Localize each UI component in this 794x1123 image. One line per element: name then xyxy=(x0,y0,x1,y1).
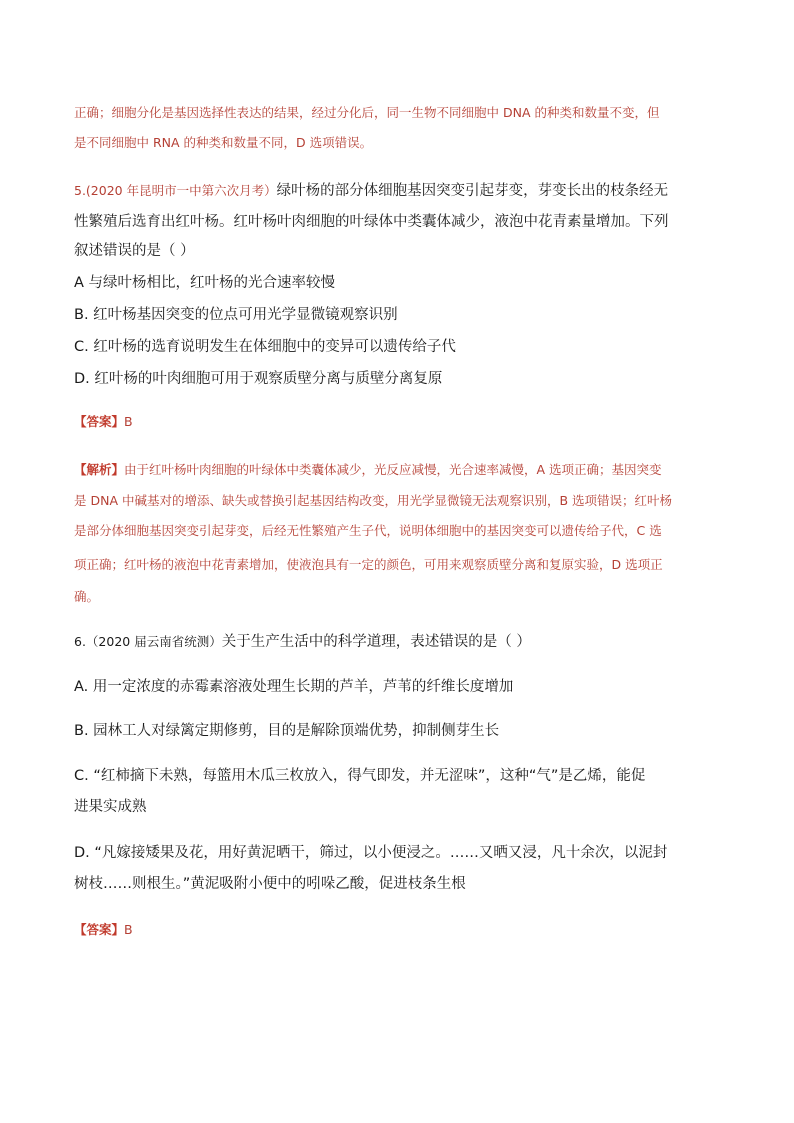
q5-stem-line-1 xyxy=(74,181,724,201)
q6-answer-value: B xyxy=(124,922,133,937)
q5-analysis-line-1 xyxy=(74,460,724,480)
q6-option-c-line-1: C. “红柿摘下未熟，每篮用木瓜三枚放入，得气即发，并无涩味”，这种“气”是乙烯，能促 xyxy=(74,768,646,784)
q5-analysis-1: 由于红叶杨叶肉细胞的叶绿体中类囊体减少，光反应减慢，光合速率减慢，A 选项正确；基因突变 xyxy=(124,462,662,477)
q5-option-a: A 与绿叶杨相比，红叶杨的光合速率较慢 xyxy=(74,275,336,291)
q5-option-b: B. 红叶杨基因突变的位点可用光学显微镜观察识别 xyxy=(74,307,398,323)
q6-option-c-line-2: 进果实成熟 xyxy=(74,799,147,815)
q5-answer-label: 【答案】 xyxy=(74,414,125,429)
q5-stem-line-2: 性繁殖后选育出红叶杨。红叶杨叶肉细胞的叶绿体中类囊体减少，液泡中花青素量增加。下列 xyxy=(74,214,669,230)
q5-stem-1: 绿叶杨的部分体细胞基因突变引起芽变，芽变长出的枝条经无 xyxy=(276,183,669,199)
q5-analysis-line-5: 确。 xyxy=(74,589,100,604)
q6-source: 6.（2020 届云南省统测） xyxy=(74,634,222,649)
q5-answer-value: B xyxy=(124,414,133,429)
q6-stem: 关于生产生活中的科学道理，表述错误的是（ ） xyxy=(221,634,531,650)
q6-option-b: B. 园林工人对绿篱定期修剪，目的是解除顶端优势，抑制侧芽生长 xyxy=(74,723,500,739)
q5-analysis-line-4: 项正确；红叶杨的液泡中花青素增加，使液泡具有一定的颜色，可用来观察质壁分离和复原实验，D 选项正 xyxy=(74,557,663,572)
analysis-continuation-line-2: 是不同细胞中 RNA 的种类和数量不同，D 选项错误。 xyxy=(74,135,373,150)
q6-answer-label: 【答案】 xyxy=(74,922,125,937)
q6-option-d-line-1: D. “凡嫁接矮果及花，用好黄泥晒干，筛过，以小便浸之。……又晒又浸，凡十余次，以泥封 xyxy=(74,845,668,861)
q6-option-d-line-2: 树枝……则根生。”黄泥吸附小便中的吲哚乙酸，促进枝条生根 xyxy=(74,876,466,892)
q5-analysis-label: 【解析】 xyxy=(74,462,125,477)
q6-answer xyxy=(74,920,724,940)
q5-source: 5.(2020 年昆明市一中第六次月考） xyxy=(74,183,277,198)
q5-option-c: C. 红叶杨的选育说明发生在体细胞中的变异可以遗传给子代 xyxy=(74,339,456,355)
q6-stem-line xyxy=(74,632,724,652)
q5-option-d: D. 红叶杨的叶肉细胞可用于观察质壁分离与质壁分离复原 xyxy=(74,371,443,387)
q5-answer xyxy=(74,412,724,432)
q5-analysis-line-3: 是部分体细胞基因突变引起芽变，后经无性繁殖产生子代，说明体细胞中的基因突变可以遗传给子代，C 选 xyxy=(74,523,662,538)
analysis-continuation-line-1: 正确；细胞分化是基因选择性表达的结果，经过分化后，同一生物不同细胞中 DNA 的种类和数量不变，但 xyxy=(74,105,660,120)
q5-stem-line-3: 叙述错误的是（ ） xyxy=(74,243,195,259)
q6-option-a: A. 用一定浓度的赤霉素溶液处理生长期的芦羊，芦苇的纤维长度增加 xyxy=(74,679,514,695)
q5-analysis-line-2: 是 DNA 中碱基对的增添、缺失或替换引起基因结构改变，用光学显微镜无法观察识别，B 选项错误；红叶杨 xyxy=(74,493,673,508)
